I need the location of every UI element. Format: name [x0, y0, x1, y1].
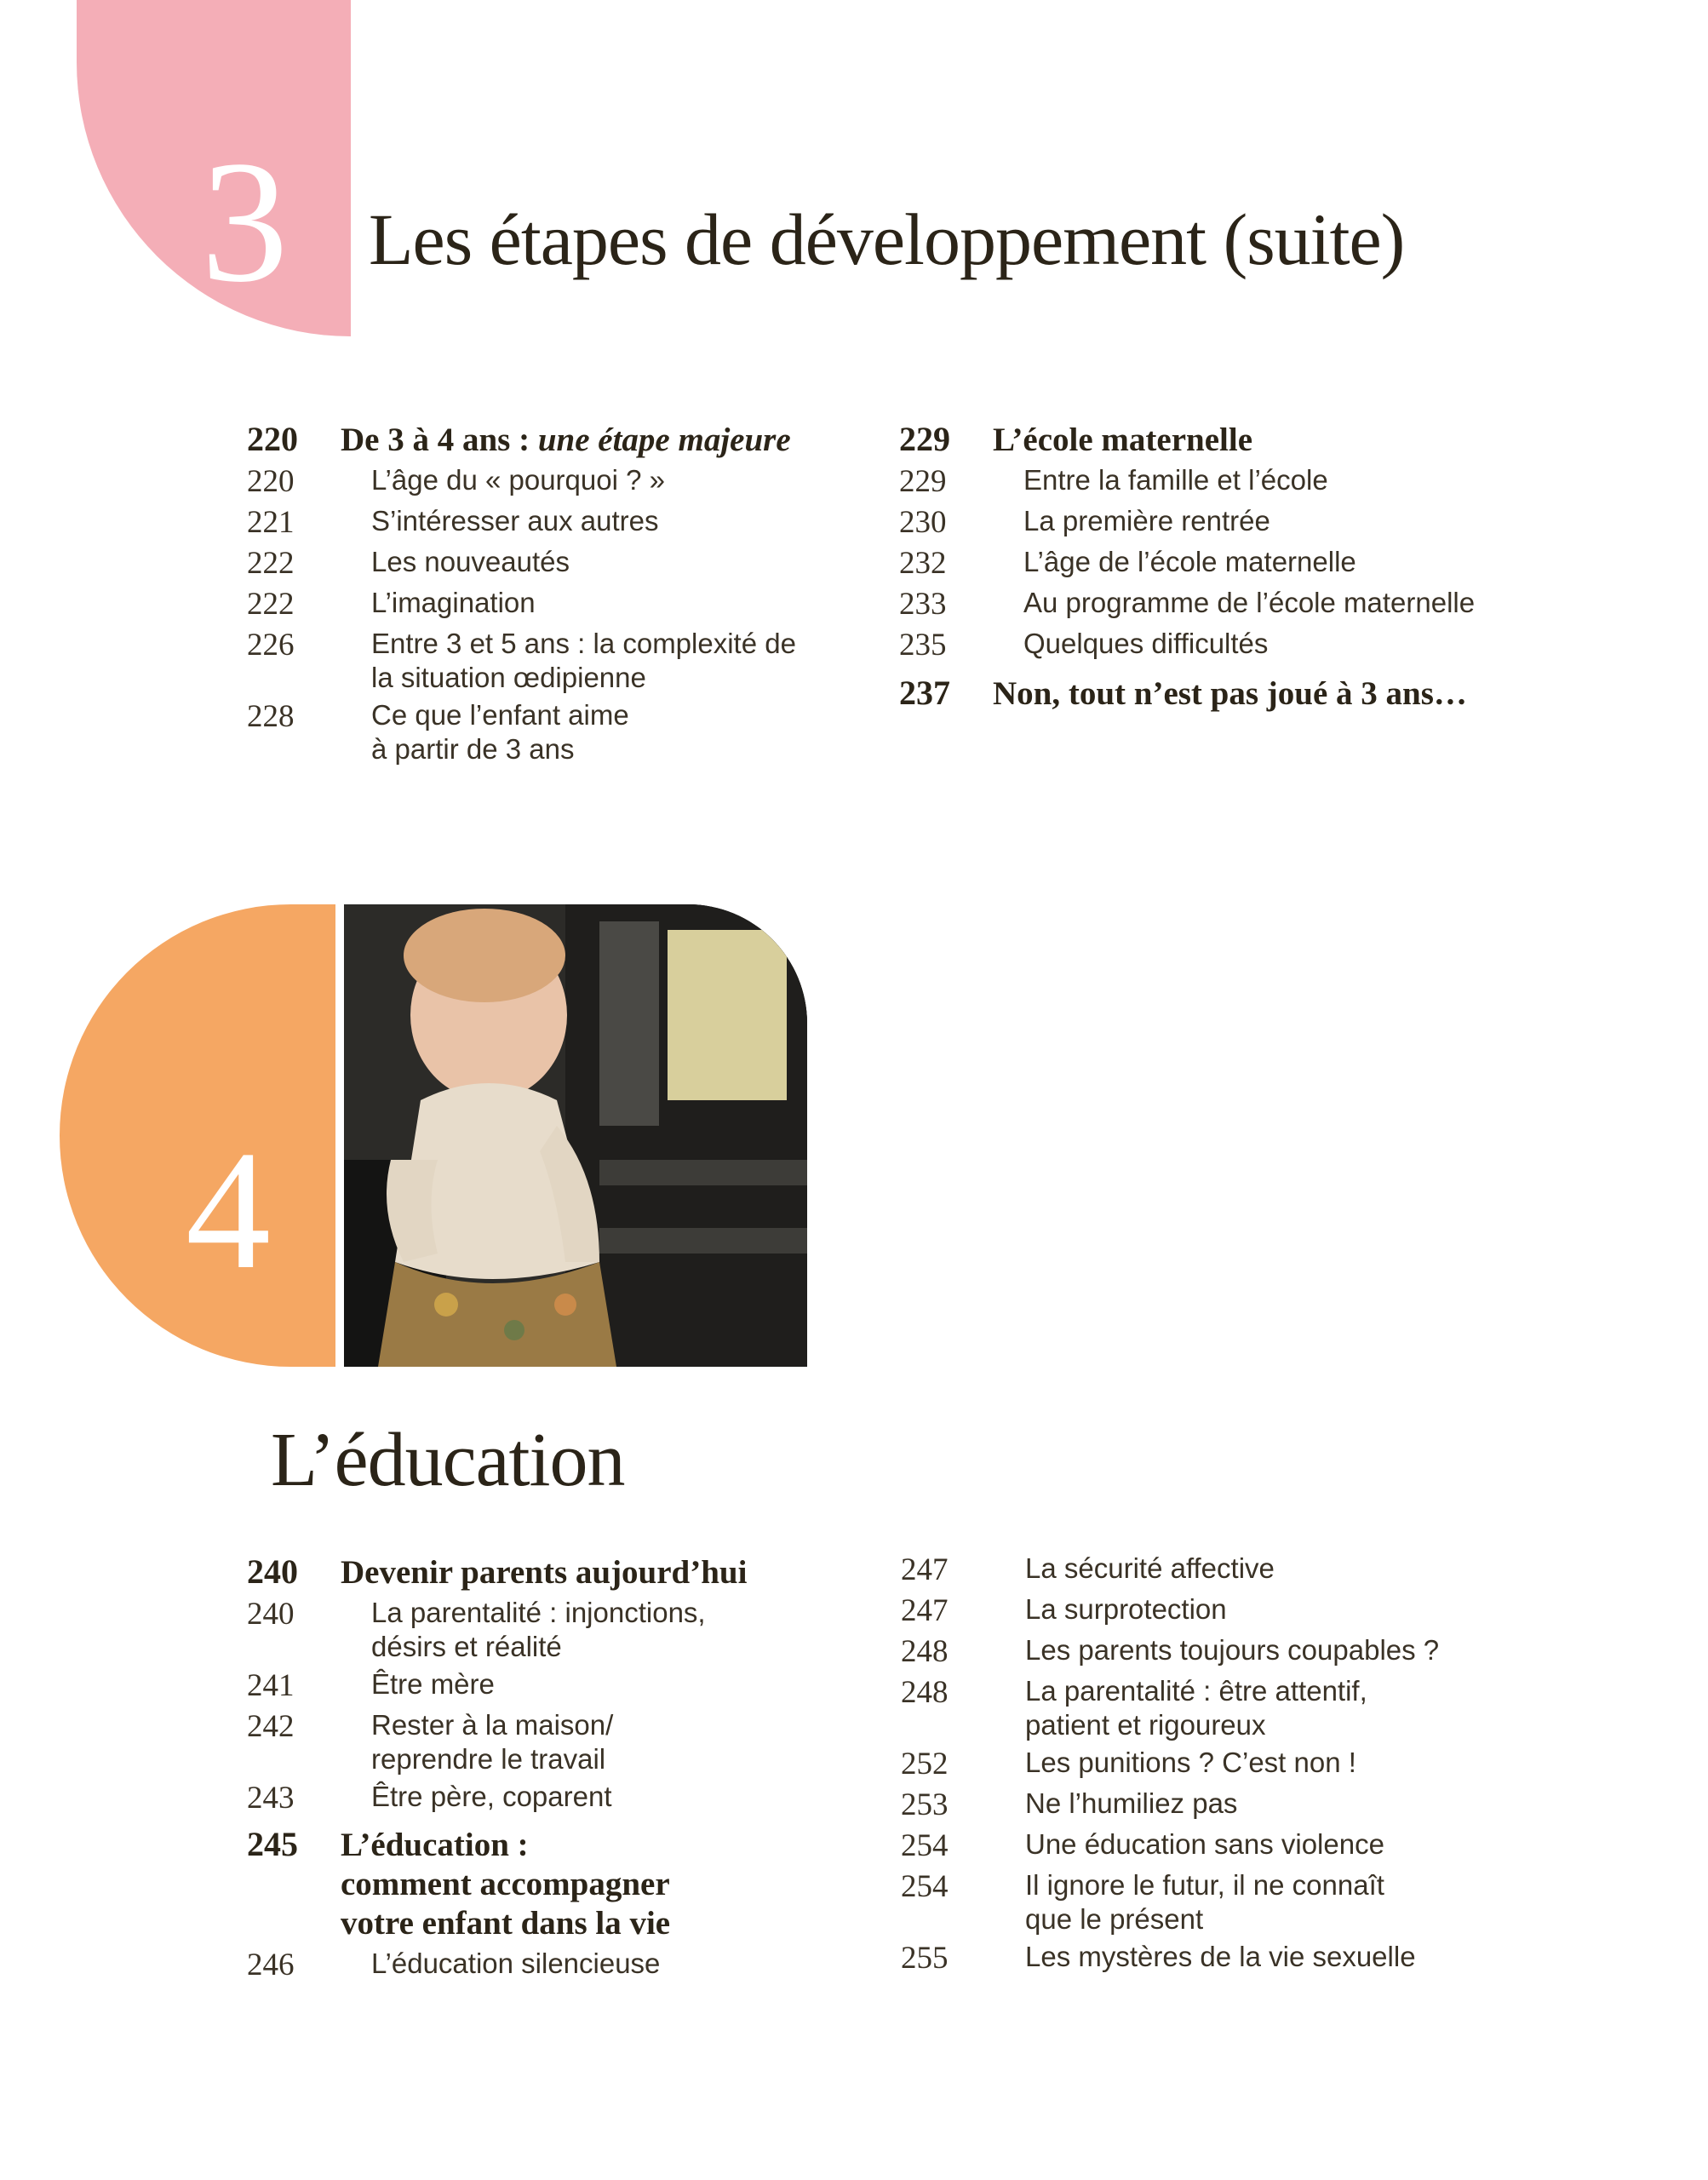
toc-page: 243 [247, 1781, 295, 1816]
toc-entry[interactable] [899, 421, 1546, 460]
toc-page: 240 [247, 1552, 298, 1591]
toc-entry[interactable] [247, 1708, 860, 1776]
toc-page: 252 [901, 1747, 949, 1781]
toc-entry[interactable] [247, 627, 860, 695]
toc-page: 240 [247, 1597, 295, 1632]
toc-title: Les mystères de la vie sexuelle [1025, 1941, 1416, 1972]
toc-title: La première rentrée [1023, 505, 1270, 536]
toc-entry[interactable] [901, 1787, 1548, 1824]
toc-entry[interactable] [901, 1592, 1548, 1630]
toc-page: 226 [247, 628, 295, 663]
toc-title: Entre la famille et l’école [1023, 464, 1328, 496]
toc-page: 247 [901, 1593, 949, 1628]
toc-entry[interactable] [247, 1553, 860, 1592]
toc-entry[interactable] [901, 1552, 1548, 1589]
toc-entry[interactable] [901, 1827, 1548, 1865]
toc-entry[interactable] [247, 1947, 860, 1984]
toc-page: 245 [247, 1825, 298, 1863]
chapter-3-title: Les étapes de développement (suite) [369, 198, 1405, 280]
toc-title: Au programme de l’école maternelle [1023, 587, 1476, 618]
toc-entry[interactable] [247, 545, 860, 582]
toc-page: 222 [247, 546, 295, 581]
toc-entry[interactable] [247, 1596, 860, 1664]
chapter-3-number: 3 [201, 125, 289, 318]
toc-title: Être mère [371, 1668, 495, 1700]
toc-chapter-4-col-1 [247, 1548, 860, 1984]
toc-page: 242 [247, 1709, 295, 1744]
toc-entry[interactable] [247, 463, 860, 501]
toc-page: 232 [899, 546, 947, 581]
toc-title: Les nouveautés [371, 546, 570, 577]
toc-page: 220 [247, 464, 295, 499]
toc-title: Être père, coparent [371, 1781, 612, 1812]
toc-title: L’âge du « pourquoi ? » [371, 464, 665, 496]
toc-title: Devenir parents aujourd’hui [341, 1554, 748, 1591]
toc-entry[interactable] [899, 504, 1546, 542]
chapter-4-number: 4 [186, 1116, 271, 1305]
toc-title: Une éducation sans violence [1025, 1828, 1384, 1860]
toc-entry[interactable] [247, 504, 860, 542]
toc-title: La surprotection [1025, 1593, 1227, 1625]
toc-title: De 3 à 4 ans : une étape majeure [341, 422, 791, 458]
toc-title: L’âge de l’école maternelle [1023, 546, 1356, 577]
toc-title: Rester à la maison/ reprendre le travail [371, 1709, 614, 1775]
toc-page: 253 [901, 1787, 949, 1822]
toc-page: 248 [901, 1634, 949, 1669]
toc-title: L’éducation silencieuse [371, 1948, 661, 1979]
toc-title: La sécurité affective [1025, 1552, 1275, 1584]
toc-chapter-4-col-2 [901, 1548, 1548, 1977]
toc-page: 248 [901, 1675, 949, 1710]
toc-title: Il ignore le futur, il ne connaît que le présent [1025, 1869, 1384, 1935]
toc-chapter-3-col-1 [247, 416, 860, 766]
toc-entry[interactable] [247, 1826, 860, 1943]
toc-page: 254 [901, 1828, 949, 1863]
toc-entry[interactable] [899, 586, 1546, 623]
toc-title: Quelques difficultés [1023, 628, 1269, 659]
toc-title: L’éducation : comment accompagner votre enfant dans la vie [341, 1827, 671, 1942]
toc-page: 233 [899, 587, 947, 622]
toc-title: Ce que l’enfant aime à partir de 3 ans [371, 699, 629, 765]
toc-page: 241 [247, 1668, 295, 1703]
toc-entry[interactable] [247, 586, 860, 623]
toc-entry[interactable] [899, 463, 1546, 501]
toc-page: 235 [899, 628, 947, 663]
toc-page: 254 [901, 1869, 949, 1904]
toc-page: 237 [899, 674, 950, 712]
toc-entry[interactable] [901, 1746, 1548, 1783]
toc-page: 228 [247, 699, 295, 734]
toc-page: 221 [247, 505, 295, 540]
toc-chapter-3-col-2 [899, 416, 1546, 714]
toc-entry[interactable] [901, 1674, 1548, 1742]
toc-page: 247 [901, 1552, 949, 1587]
toc-title: L’école maternelle [993, 422, 1253, 458]
child-photo [344, 904, 807, 1367]
toc-page: 230 [899, 505, 947, 540]
chapter-4-title: L’éducation [271, 1418, 625, 1502]
toc-title: La parentalité : injonctions, désirs et réalité [371, 1597, 706, 1662]
toc-entry[interactable] [899, 545, 1546, 582]
toc-page: 229 [899, 420, 950, 458]
toc-title: Les parents toujours coupables ? [1025, 1634, 1440, 1666]
toc-title: Entre 3 et 5 ans : la complexité de la situation œdipienne [371, 628, 796, 693]
child-photo-illustration [344, 904, 807, 1367]
toc-page: 255 [901, 1941, 949, 1976]
toc-entry[interactable] [899, 627, 1546, 664]
toc-page: 229 [899, 464, 947, 499]
toc-entry[interactable] [247, 1780, 860, 1817]
toc-page: 220 [247, 420, 298, 458]
toc-title: La parentalité : être attentif, patient et rigoureux [1025, 1675, 1367, 1741]
toc-title: S’intéresser aux autres [371, 505, 659, 536]
toc-page: 246 [247, 1948, 295, 1982]
toc-entry[interactable] [901, 1940, 1548, 1977]
toc-title: Non, tout n’est pas joué à 3 ans… [993, 675, 1467, 712]
toc-title: Ne l’humiliez pas [1025, 1787, 1238, 1819]
toc-page: 222 [247, 587, 295, 622]
toc-entry[interactable] [901, 1868, 1548, 1936]
toc-title: Les punitions ? C’est non ! [1025, 1747, 1356, 1778]
toc-title: L’imagination [371, 587, 536, 618]
toc-entry[interactable] [247, 421, 860, 460]
toc-entry[interactable] [247, 698, 860, 766]
toc-entry[interactable] [901, 1633, 1548, 1671]
toc-entry[interactable] [899, 674, 1546, 714]
toc-entry[interactable] [247, 1667, 860, 1705]
